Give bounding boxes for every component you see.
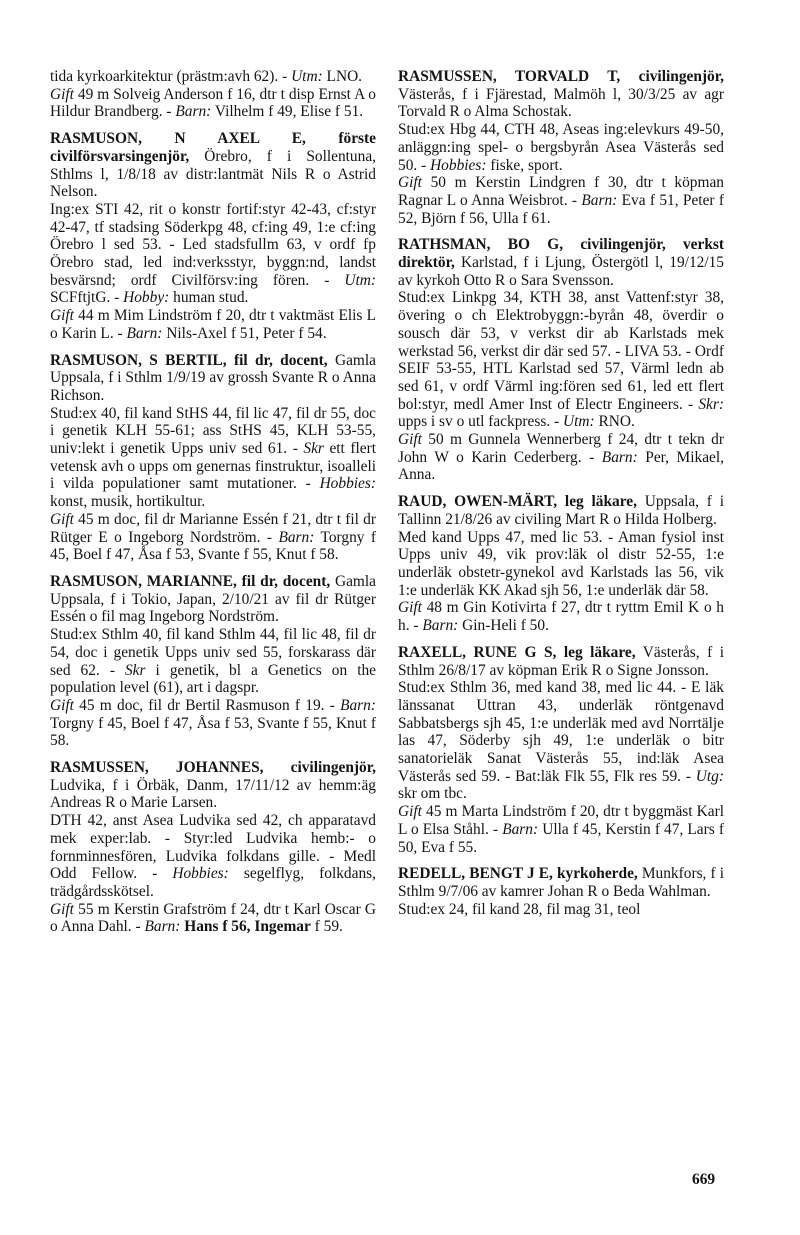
entry-label: Hobby:: [123, 289, 170, 307]
entry-paragraph: [50, 68, 376, 86]
entry-heading: RASMUSON, S BERTIL, fil dr, docent,: [50, 351, 328, 369]
entry-text: Västerås, f i Sthlm 26/8/17 av köpman Erik R o Signe Jonsson.: [398, 643, 724, 679]
entry-label: Barn:: [502, 820, 539, 838]
biography-entry: [398, 493, 724, 635]
entry-paragraph: [50, 352, 376, 405]
entry-text: Västerås, f i Fjärestad, Malmöh l, 30/3/25 av agr Torvald R o Alma Schostak.: [398, 85, 724, 121]
left-column: [50, 68, 376, 945]
entry-paragraph: [398, 289, 724, 431]
entry-label: Skr: [303, 440, 324, 458]
entry-label: Gift: [398, 599, 422, 617]
entry-paragraph: [398, 236, 724, 289]
entry-label: Skr:: [698, 395, 724, 413]
entry-label: Barn:: [601, 448, 638, 466]
entry-heading: RAUD, OWEN-MÄRT, leg läkare,: [398, 493, 637, 511]
entry-paragraph: [50, 201, 376, 307]
entry-text: Munkfors, f i Sthlm 9/7/06 av kamrer Johan R o Beda Wahlman.: [398, 865, 724, 900]
entry-text: Ulla f 45, Kerstin f 47, Lars f 50, Eva f 55.: [398, 820, 724, 856]
entry-label: Barn:: [278, 528, 315, 546]
entry-label: Hobbies:: [430, 156, 487, 174]
entry-label: Utm:: [563, 413, 595, 431]
entry-label: Utg:: [695, 767, 724, 785]
biography-entry: [50, 573, 376, 750]
entry-text: 45 m doc, fil dr Marianne Essén f 21, dtr t fil dr Rütger E o Ingeborg Nordström. -: [50, 510, 376, 546]
entry-paragraph: [398, 431, 724, 484]
biography-entry: [50, 352, 376, 564]
entry-text: Ing:ex STI 42, rit o konstr fortif:styr 42-43, cf:styr 42-47, tf stadsing Söderkpg 48, cf:ing 49, 1:e cf:ing Örebro l sed 53. - Led stadsfullm 63, v ordf fp Örebro stad, led ind:verksstyr, byggn:nd, landst besvärsnd; ordf Civilförsv:ing fören. -: [50, 200, 376, 289]
entry-text: Gamla Uppsala, f i Sthlm 1/9/19 av grossh Svante R o Anna Richson.: [50, 351, 376, 404]
entry-paragraph: [398, 68, 724, 121]
entry-paragraph: [50, 626, 376, 697]
entry-paragraph: [50, 86, 376, 121]
biography-entry: [398, 644, 724, 856]
entry-paragraph: [398, 599, 724, 634]
entry-text: RNO.: [594, 413, 635, 431]
biography-entry: [50, 68, 376, 121]
entry-text: i genetik, bl a Genetics on the population level (61), art i dagspr.: [50, 661, 376, 697]
entry-text: Karlstad, f i Ljung, Östergötl l, 19/12/15 av kyrkoh Otto R o Sara Svensson.: [398, 254, 724, 289]
entry-paragraph: [398, 121, 724, 174]
entry-text: 55 m Kerstin Grafström f 24, dtr t Karl Oscar G o Anna Dahl. -: [50, 900, 376, 936]
entry-text: konst, musik, hortikultur.: [50, 493, 206, 511]
entry-text: Stud:ex Sthlm 40, fil kand Sthlm 44, fil lic 48, fil dr 54, doc i genetik Upps univ sed 55, forskarass där sed 62. -: [50, 626, 376, 679]
entry-label: Gift: [398, 803, 422, 821]
entry-paragraph: [398, 529, 724, 600]
entry-text: 44 m Mim Lindström f 20, dtr t vaktmäst Elis L o Karin L. -: [50, 307, 376, 342]
entry-text: DTH 42, anst Asea Ludvika sed 42, ch apparatavd mek exper:lab. - Styr:led Ludvika hemb:- o fornminnesfören, Ludvika folkdans gille. - Medl Odd Fellow. -: [50, 812, 376, 883]
entry-text: Stud:ex Sthlm 36, med kand 38, med lic 44. - E läk länssanat Uttran 43, underläk röntgenavd Sabbatsbergs sjh 45, 1:e underläk med avd Norrtälje las 47, Söderby sjh 49, 1:e underläk o bitr sanatorieläk Sanat Västerås 55, ind:läk Asea Västerås sed 59. - Bat:läk Flk 55, Flk res 59. -: [398, 679, 724, 785]
entry-text: 50 m Gunnela Wennerberg f 24, dtr t tekn dr John W o Karin Cederberg. -: [398, 431, 724, 466]
entry-label: Gift: [50, 510, 74, 528]
page-number: 669: [692, 1171, 716, 1188]
entry-label: Gift: [50, 307, 74, 325]
entry-label: Utm:: [344, 271, 376, 289]
entry-text: 48 m Gin Kotivirta f 27, dtr t ryttm Emil K o h h. -: [398, 599, 724, 635]
entry-paragraph: [50, 901, 376, 936]
entry-text: Med kand Upps 47, med lic 53. - Aman fysiol inst Upps univ 49, vik prov:läk ol distr 52-55, 1:e underläk obstetr-gynekol avd Karlstads las 56, vik 1:e underläk KK Akad sjh 56, 1:e underläk där 58.: [398, 528, 724, 599]
entry-paragraph: [50, 573, 376, 626]
entry-text: Torgny f 45, Boel f 47, Åsa f 53, Svante f 55, Knut f 58.: [50, 528, 376, 564]
entry-text: Stud:ex Hbg 44, CTH 48, Aseas ing:elevkurs 49-50, anläggn:ing spel- o bergsbyrån Asea Västerås sed 50. -: [398, 121, 724, 174]
biography-entry: [398, 236, 724, 484]
entry-text: Stud:ex Linkpg 34, KTH 38, anst Vattenf:styr 38, övering o ch Elektrobyggn:-byrån 48, överdir o sousch där 53, v verkst dir ab Karlstads mek werkstad 56, verkst dir där sed 57. - LIVA 53. - Ordf SEIF 53-55, HTL Karlstad sed 57, Värml ledn ab sed 61, v ordf Värml ing:fören sed 61, led ett flert bol:styr, medl Amer Inst of Electr Engineers. -: [398, 289, 724, 413]
entry-text: ett flert vetensk avh o upps om genernas finstruktur, isoalleli i vilda populationer samt mutationer. -: [50, 440, 377, 493]
entry-text: SCFftjtG. -: [50, 289, 124, 307]
right-column: [398, 68, 724, 927]
entry-paragraph: [50, 405, 376, 511]
entry-paragraph: [398, 901, 724, 919]
entry-text: Eva f 51, Peter f 52, Björn f 56, Ulla f 61.: [398, 191, 725, 227]
entry-paragraph: [398, 865, 724, 900]
entry-text: Gin-Heli f 50.: [458, 617, 549, 635]
entry-paragraph: [398, 493, 724, 528]
entry-heading: REDELL, BENGT J E, kyrkoherde,: [398, 865, 638, 883]
entry-text: fiske, sport.: [486, 156, 563, 174]
entry-paragraph: [50, 130, 376, 201]
entry-paragraph: [398, 679, 724, 803]
entry-paragraph: [50, 307, 376, 342]
entry-text: 50 m Kerstin Lindgren f 30, dtr t köpman Ragnar L o Anna Weisbrot. -: [398, 174, 724, 209]
entry-heading: RATHSMAN, BO G, civilingenjör, verkst direktör,: [398, 236, 724, 272]
entry-label: Gift: [50, 696, 74, 714]
biography-entry: [398, 68, 724, 227]
entry-paragraph: [398, 174, 724, 227]
entry-label: Utm:: [291, 68, 323, 85]
entry-text: skr om tbc.: [398, 785, 467, 803]
entry-text: segelflyg, folkdans, trädgårdsskötsel.: [50, 865, 376, 900]
entry-text: Vilhelm f 49, Elise f 51.: [211, 103, 364, 121]
entry-label: Barn:: [175, 103, 212, 121]
entry-text: upps i sv o utl fackpress. -: [398, 413, 563, 431]
entry-label: Gift: [50, 85, 74, 103]
entry-text: Stud:ex 40, fil kand StHS 44, fil lic 47, fil dr 55, doc i genetik KLH 55-61; ass StHS 45, KLH 53-55, univ:lekt i genetik Upps univ sed 61. -: [50, 404, 376, 458]
entry-heading: RASMUSSEN, TORVALD T, civilingenjör,: [398, 68, 724, 85]
entry-label: Barn:: [581, 191, 618, 209]
entry-heading: RASMUSSEN, JOHANNES, civilingenjör,: [50, 759, 376, 777]
entry-text: Nils-Axel f 51, Peter f 54.: [162, 324, 327, 342]
entry-label: Gift: [50, 900, 74, 918]
entry-text: f 59.: [310, 918, 343, 936]
entry-text: 45 m doc, fil dr Bertil Rasmuson f 19. -: [73, 696, 341, 714]
entry-label: Barn:: [126, 324, 163, 342]
biography-entry: [398, 865, 724, 918]
entry-text: Per, Mikael, Anna.: [398, 448, 724, 484]
entry-text: Ludvika, f i Örbäk, Danm, 17/11/12 av hemm:äg Andreas R o Marie Larsen.: [50, 776, 376, 812]
entry-text: Uppsala, f i Tallinn 21/8/26 av civiling Mart R o Hilda Holberg.: [398, 493, 724, 528]
biography-entry: [50, 130, 376, 342]
entry-label: Hobbies:: [172, 865, 229, 883]
entry-heading: RASMUSON, N AXEL E, förste civilförsvarsingenjör,: [50, 130, 376, 165]
entry-heading: RAXELL, RUNE G S, leg läkare,: [398, 643, 636, 661]
entry-paragraph: [398, 803, 724, 856]
entry-paragraph: [398, 644, 724, 679]
entry-text: Gamla Uppsala, f i Tokio, Japan, 2/10/21 av fil dr Rütger Essén o fil mag Ingeborg Nordström.: [50, 572, 377, 626]
entry-paragraph: [50, 759, 376, 812]
biography-entry: [50, 759, 376, 936]
entry-label: Barn:: [144, 918, 181, 936]
entry-text: LNO.: [322, 68, 363, 85]
entry-text: Torgny f 45, Boel f 47, Åsa f 53, Svante f 55, Knut f 58.: [50, 714, 376, 750]
entry-text: tida kyrkoarkitektur (prästm:avh 62). -: [50, 68, 292, 85]
entry-label: Gift: [398, 431, 422, 449]
entry-paragraph: [50, 511, 376, 564]
entry-heading: RASMUSON, MARIANNE, fil dr, docent,: [50, 572, 331, 590]
entry-paragraph: [50, 812, 376, 901]
entry-text: Örebro, f i Sollentuna, Sthlms l, 1/8/18 av distr:lantmät Nils R o Astrid Nelson.: [50, 147, 376, 201]
entry-text: Stud:ex 24, fil kand 28, fil mag 31, teol: [398, 900, 641, 918]
entry-heading: Hans f 56, Ingemar: [184, 918, 311, 936]
entry-text: 49 m Solveig Anderson f 16, dtr t disp Ernst A o Hildur Brandberg. -: [50, 85, 376, 121]
entry-paragraph: [50, 697, 376, 750]
entry-label: Barn:: [340, 696, 376, 714]
entry-text: human stud.: [169, 289, 249, 307]
entry-label: Barn:: [422, 617, 459, 635]
entry-label: Skr: [124, 661, 146, 679]
entry-label: Hobbies:: [319, 475, 376, 493]
entry-text: 45 m Marta Lindström f 20, dtr t byggmäst Karl L o Elsa Ståhl. -: [398, 803, 724, 838]
entry-label: Gift: [398, 174, 422, 192]
